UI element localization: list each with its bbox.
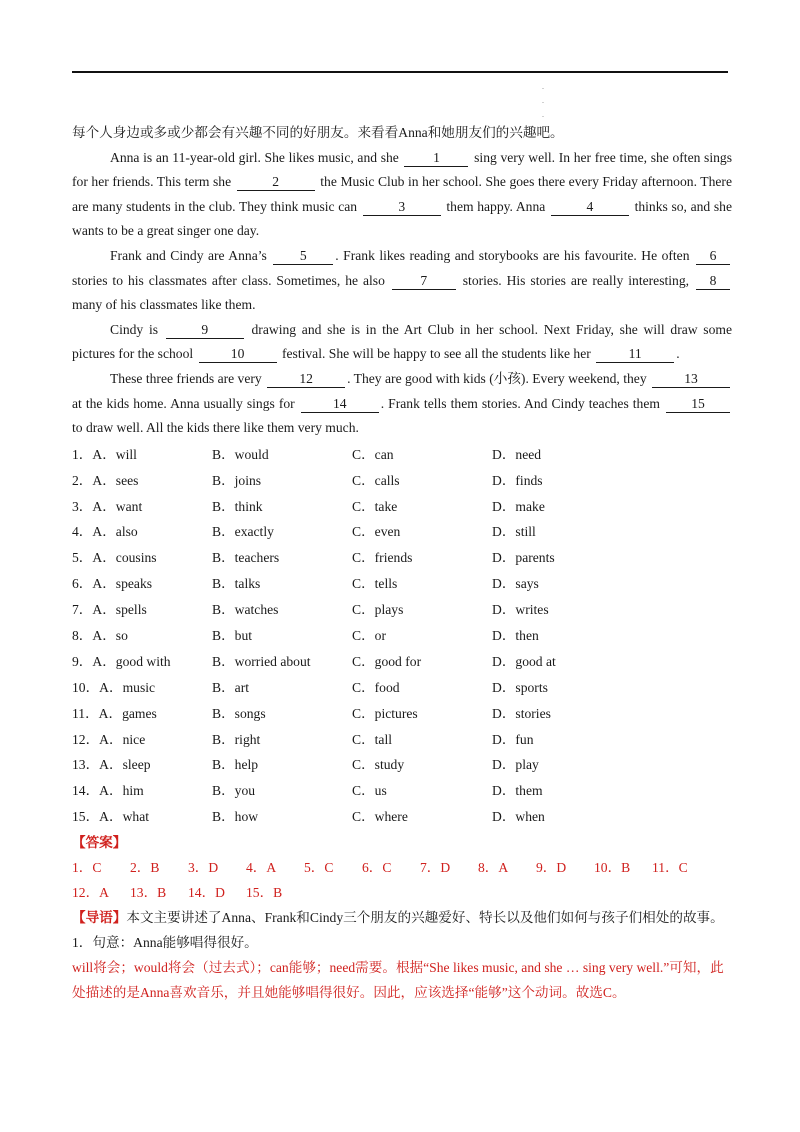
option-a[interactable]: 13．A．sleep (72, 757, 151, 773)
option-d[interactable]: D．writes (492, 602, 549, 618)
blank-4[interactable]: 4 (551, 199, 629, 216)
option-a[interactable]: 3．A．want (72, 498, 143, 514)
header-rule (72, 71, 728, 73)
answers-row-2 (72, 880, 732, 905)
option-b[interactable]: B．songs (212, 705, 266, 721)
blank-9[interactable]: 9 (166, 322, 244, 339)
option-d[interactable]: D．stories (492, 705, 551, 721)
option-row (72, 597, 732, 623)
option-a[interactable]: 1．A．will (72, 446, 137, 462)
option-d[interactable]: D．sports (492, 679, 548, 695)
option-a[interactable]: 12．A．nice (72, 731, 146, 747)
blank-10[interactable]: 10 (199, 346, 277, 363)
blank-8[interactable]: 8 (696, 273, 730, 290)
option-b[interactable]: B．think (212, 498, 263, 514)
option-row (72, 468, 732, 494)
option-d[interactable]: D．good at (492, 653, 556, 669)
option-row (72, 649, 732, 675)
option-c[interactable]: C．pictures (352, 705, 418, 721)
q1-meaning: 1．句意：Anna能够唱得很好。 (72, 935, 258, 951)
answer-item: 3．D (188, 860, 219, 876)
answer-item: 10．B (594, 860, 631, 876)
option-c[interactable]: C．can (352, 446, 394, 462)
blank-6[interactable]: 6 (696, 248, 730, 265)
option-a[interactable]: 2．A．sees (72, 472, 139, 488)
option-a[interactable]: 9．A．good with (72, 653, 171, 669)
option-d[interactable]: D．make (492, 498, 545, 514)
option-row (72, 778, 732, 804)
option-a[interactable]: 15．A．what (72, 809, 150, 825)
option-b[interactable]: B．worried about (212, 653, 311, 669)
option-b[interactable]: B．right (212, 731, 261, 747)
option-c[interactable]: C．plays (352, 602, 404, 618)
option-a[interactable]: 10．A．music (72, 679, 156, 695)
option-b[interactable]: B．you (212, 783, 256, 799)
option-d[interactable]: D．then (492, 627, 539, 643)
blank-1[interactable]: 1 (404, 150, 468, 167)
option-a[interactable]: 6．A．speaks (72, 576, 153, 592)
option-b[interactable]: B．joins (212, 472, 262, 488)
option-b[interactable]: B．watches (212, 602, 279, 618)
option-d[interactable]: D．parents (492, 550, 555, 566)
answer-item: 14．D (188, 885, 226, 901)
option-b[interactable]: B．exactly (212, 524, 274, 540)
option-c[interactable]: C．take (352, 498, 398, 514)
option-c[interactable]: C．food (352, 679, 400, 695)
option-a[interactable]: 7．A．spells (72, 602, 147, 618)
option-row (72, 804, 732, 830)
margin-dots: . . . (542, 82, 544, 119)
option-d[interactable]: D．says (492, 576, 539, 592)
option-row (72, 675, 732, 701)
blank-5[interactable]: 5 (273, 248, 333, 265)
option-d[interactable]: D．them (492, 783, 543, 799)
answer-item: 5．C (304, 860, 334, 876)
option-b[interactable]: B．help (212, 757, 259, 773)
answer-item: 9．D (536, 860, 567, 876)
answer-item: 13．B (130, 885, 167, 901)
blank-3[interactable]: 3 (363, 199, 441, 216)
option-d[interactable]: D．still (492, 524, 536, 540)
blank-13[interactable]: 13 (652, 371, 730, 388)
answer-item: 12．A (72, 885, 110, 901)
paragraph-4: These three friends are very 12 . They are good with kids (小孩). Every weekend, they 13 at the kids home. Anna usually sings for 14 . Frank tells them stories. And Cindy teaches them 15 to draw well. All the kids there like them very much. (72, 367, 732, 441)
options-list (72, 442, 732, 830)
option-row (72, 545, 732, 571)
paragraph-3: Cindy is 9 drawing and she is in the Art Club in her school. Next Friday, she will draw some pictures for the school 10 festival. She will be happy to see all the students like her 11 . (72, 321, 732, 362)
q1-explanation: will将会；would将会（过去式）；can能够；need需要。根据“She likes music, and she … sing very well.”可知，此处描述的是Anna喜欢音乐，并且她能够唱得很好。因此，应该选择“能够”这个动词。故选C。 (72, 960, 724, 1001)
blank-7[interactable]: 7 (392, 273, 456, 290)
blank-12[interactable]: 12 (267, 371, 345, 388)
option-c[interactable]: C．tall (352, 731, 393, 747)
option-b[interactable]: B．teachers (212, 550, 280, 566)
option-row (72, 571, 732, 597)
option-row (72, 494, 732, 520)
option-row (72, 701, 732, 727)
paragraph-1: Anna is an 11-year-old girl. She likes music, and she 1 sing very well. In her free time, she often sings for her friends. This term she 2 the Music Club in her school. She goes there every Friday afternoon. There are many students in the club. They think music can 3 them happy. Anna 4 thinks so, and she wants to be a great singer one day. (72, 149, 733, 239)
option-row (72, 442, 732, 468)
guide-paragraph (72, 905, 732, 930)
answers-row-1 (72, 855, 732, 880)
option-d[interactable]: D．play (492, 757, 539, 773)
option-b[interactable]: B．art (212, 679, 249, 695)
answer-item: 1．C (72, 860, 102, 876)
option-c[interactable]: C．calls (352, 472, 400, 488)
option-c[interactable]: C．friends (352, 550, 413, 566)
option-d[interactable]: D．need (492, 446, 542, 462)
option-a[interactable]: 14．A．him (72, 783, 144, 799)
option-row (72, 623, 732, 649)
option-a[interactable]: 11．A．games (72, 705, 157, 721)
option-c[interactable]: C．even (352, 524, 401, 540)
option-c[interactable]: C．tells (352, 576, 398, 592)
option-d[interactable]: D．finds (492, 472, 543, 488)
option-c[interactable]: C．study (352, 757, 405, 773)
option-b[interactable]: B．but (212, 627, 253, 643)
option-c[interactable]: C．where (352, 809, 408, 825)
option-row (72, 752, 732, 778)
option-a[interactable]: 8．A．so (72, 627, 128, 643)
answer-item: 2．B (130, 860, 160, 876)
option-c[interactable]: C．or (352, 627, 386, 643)
option-d[interactable]: D．fun (492, 731, 534, 747)
blank-14[interactable]: 14 (301, 396, 379, 413)
option-b[interactable]: B．would (212, 446, 269, 462)
blank-11[interactable]: 11 (596, 346, 674, 363)
answer-item: 15．B (246, 885, 283, 901)
answer-item: 4．A (246, 860, 277, 876)
option-c[interactable]: C．us (352, 783, 387, 799)
option-row (72, 727, 732, 753)
document-body (72, 121, 732, 1005)
blank-2[interactable]: 2 (237, 174, 315, 191)
option-d[interactable]: D．when (492, 809, 545, 825)
guide-label: 【导语】 (72, 910, 127, 926)
answer-item: 7．D (420, 860, 451, 876)
option-c[interactable]: C．good for (352, 653, 422, 669)
guide-text: 本文主要讲述了Anna、Frank和Cindy三个朋友的兴趣爱好、特长以及他们如何与孩子们相处的故事。 (126, 910, 724, 926)
option-row (72, 519, 732, 545)
blank-15[interactable]: 15 (666, 396, 730, 413)
intro-line: 每个人身边或多或少都会有兴趣不同的好朋友。来看看Anna和她朋友们的兴趣吧。 (72, 125, 564, 140)
answer-heading: 【答案】 (72, 835, 127, 851)
answer-item: 8．A (478, 860, 509, 876)
option-a[interactable]: 4．A．also (72, 524, 138, 540)
option-b[interactable]: B．how (212, 809, 259, 825)
paragraph-2: Frank and Cindy are Anna’s 5 . Frank likes reading and storybooks are his favourite. He often 6 stories to his classmates after class. Sometimes, he also 7 stories. His stories are really interesting, 8 many of his classmates like them. (72, 244, 732, 318)
option-a[interactable]: 5．A．cousins (72, 550, 157, 566)
option-b[interactable]: B．talks (212, 576, 261, 592)
answer-item: 11．C (652, 860, 688, 876)
answer-item: 6．C (362, 860, 392, 876)
